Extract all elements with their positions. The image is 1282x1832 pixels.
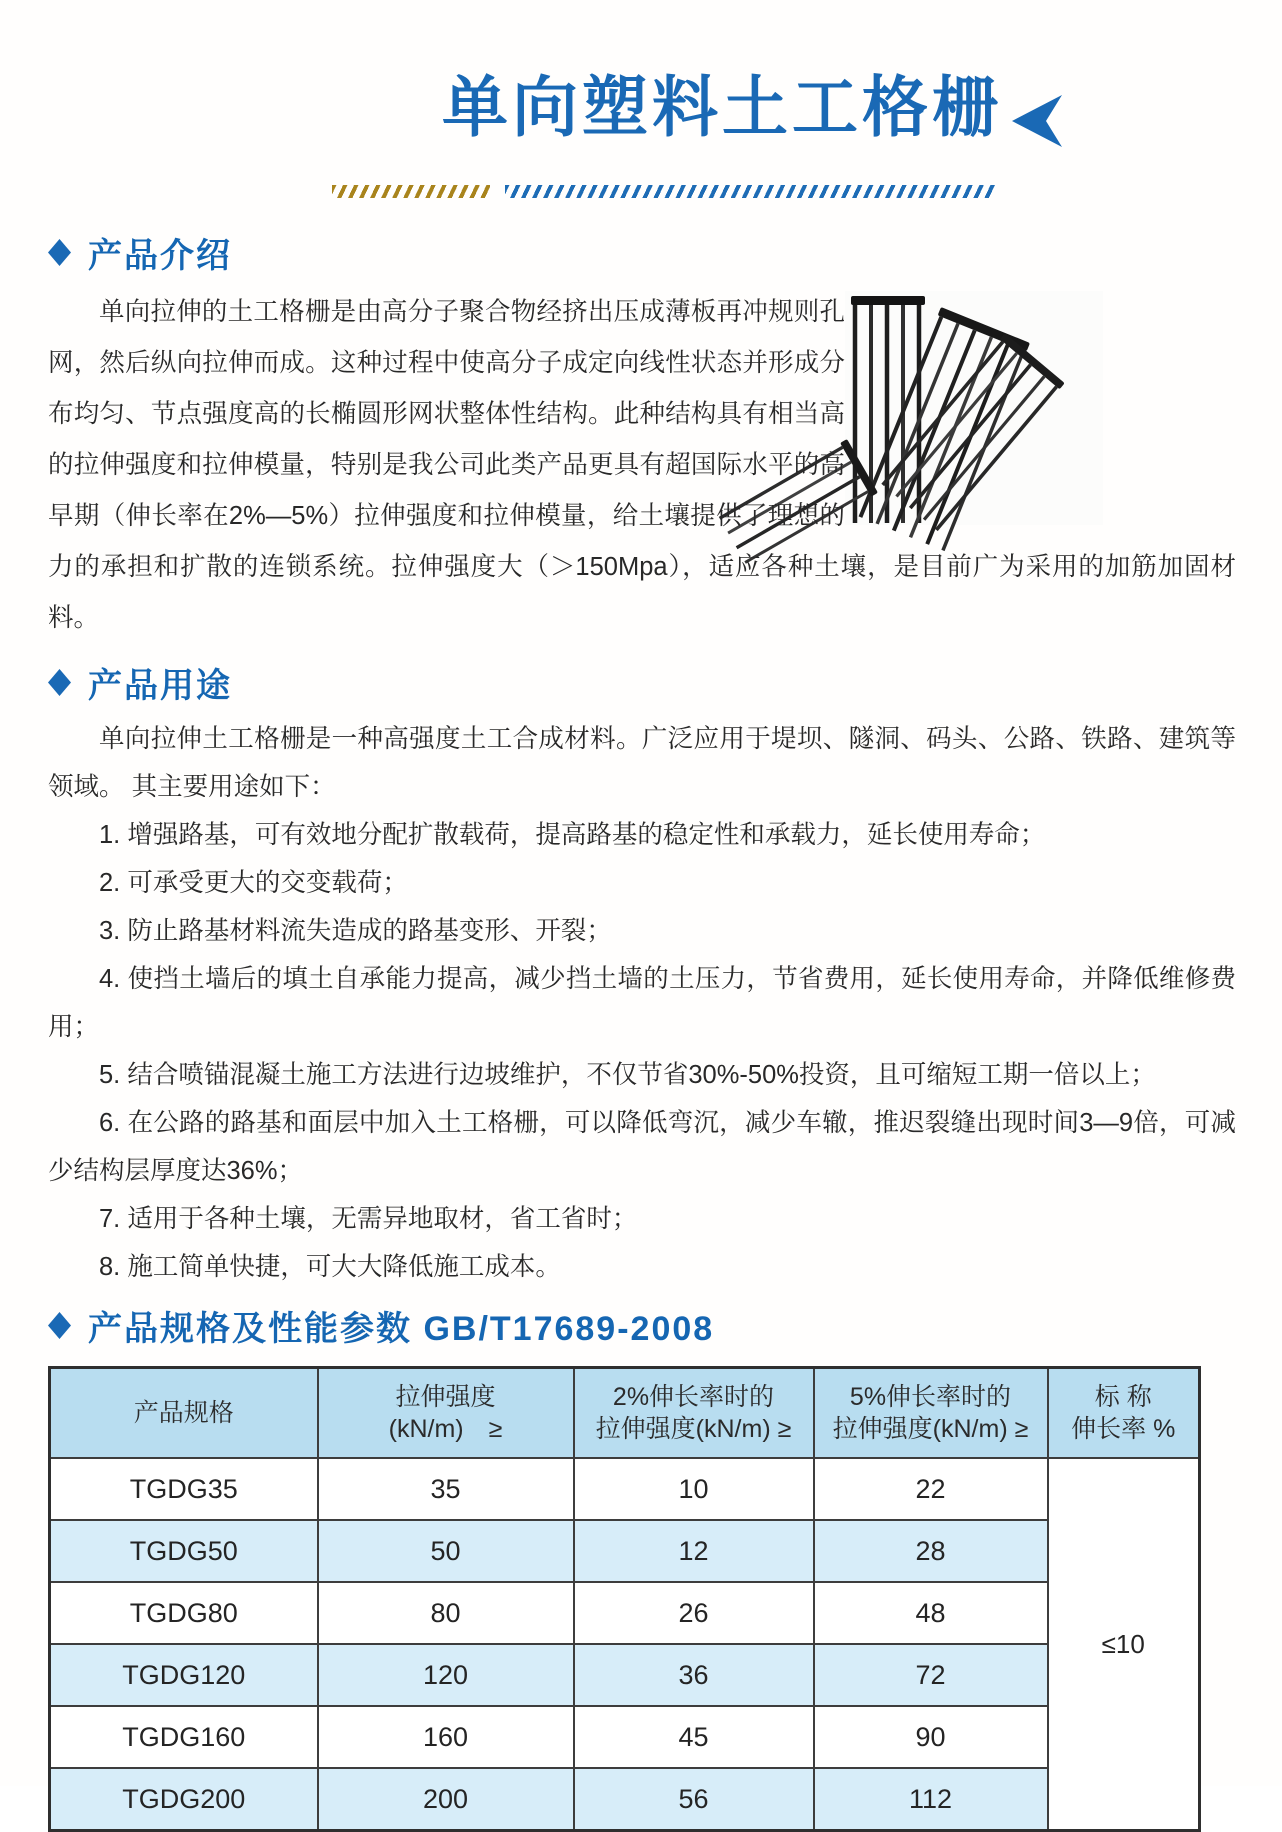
header-line: 拉伸强度(kN/m) ≥: [832, 1415, 1029, 1443]
diamond-bullet-icon: [48, 669, 71, 696]
spec-table: [48, 1366, 1201, 1832]
use-item-3: 3. 防止路基材料流失造成的路基变形、开裂；: [99, 917, 612, 945]
table-cell: 120: [318, 1644, 574, 1706]
back-arrow-icon: [1012, 92, 1062, 150]
page-title: 单向塑料土工格栅: [442, 72, 1002, 145]
section-product-uses: [48, 658, 1236, 1291]
table-cell: TGDG200: [50, 1768, 318, 1831]
table-cell: 10: [574, 1458, 814, 1520]
use-item-2: 2. 可承受更大的交变载荷；: [99, 869, 408, 897]
header-line: 拉伸强度(kN/m) ≥: [595, 1415, 792, 1443]
section-title: 产品用途: [88, 667, 232, 705]
table-cell: 112: [814, 1768, 1048, 1831]
table-cell: 50: [318, 1520, 574, 1582]
table-cell: 22: [814, 1458, 1048, 1520]
table-cell: 48: [814, 1582, 1048, 1644]
col-header-nominal-elongation: [1048, 1368, 1200, 1459]
blue-hatch-stripe: [505, 185, 995, 198]
table-cell: 12: [574, 1520, 814, 1582]
section-title: 产品介绍: [88, 237, 232, 275]
section-heading-intro: [48, 228, 1236, 277]
col-header-strength-at-5pct: [814, 1368, 1048, 1459]
use-item-5: 5. 结合喷锚混凝土施工方法进行边坡维护，不仅节省30%-50%投资，且可缩短工期一倍以上；: [99, 1061, 1156, 1089]
use-item-1: 1. 增强路基，可有效地分配扩散载荷，提高路基的稳定性和承载力，延长使用寿命；: [99, 821, 1046, 849]
use-item-6: 6. 在公路的路基和面层中加入土工格栅，可以降低弯沉，减少车辙，推迟裂缝出现时间3—9倍，可减少结构层厚度达36%；: [48, 1109, 1236, 1185]
masthead: [0, 0, 1282, 202]
uses-intro-paragraph: 单向拉伸土工格栅是一种高强度土工合成材料。广泛应用于堤坝、隧洞、码头、公路、铁路、建筑等领域。 其主要用途如下：: [48, 725, 1236, 801]
table-cell: 90: [814, 1706, 1048, 1768]
page-content: [0, 228, 1282, 1832]
table-cell: TGDG80: [50, 1582, 318, 1644]
table-cell: 26: [574, 1582, 814, 1644]
table-cell: 56: [574, 1768, 814, 1831]
table-row: [50, 1582, 1200, 1644]
diamond-bullet-icon: [48, 1312, 71, 1339]
geogrid-product-photo: [845, 291, 1236, 525]
header-line: 2%伸长率时的: [612, 1383, 775, 1411]
table-cell: 28: [814, 1520, 1048, 1582]
header-line: 拉伸强度: [395, 1383, 496, 1411]
table-row: [50, 1458, 1200, 1520]
col-header-product-spec: [50, 1368, 318, 1459]
nominal-elongation-cell: ≤10: [1048, 1458, 1200, 1831]
use-item-7: 7. 适用于各种土壤，无需异地取材，省工省时；: [99, 1205, 638, 1233]
table-cell: 160: [318, 1706, 574, 1768]
header-line: 产品规格: [133, 1399, 234, 1427]
diamond-bullet-icon: [48, 239, 71, 266]
header-line: 标 称: [1094, 1383, 1152, 1411]
table-cell: TGDG50: [50, 1520, 318, 1582]
table-row: [50, 1520, 1200, 1582]
table-cell: TGDG120: [50, 1644, 318, 1706]
decorative-stripes: [332, 185, 995, 198]
table-cell: 72: [814, 1644, 1048, 1706]
header-line: 5%伸长率时的: [849, 1383, 1012, 1411]
table-row: [50, 1706, 1200, 1768]
col-header-tensile-strength: [318, 1368, 574, 1459]
col-header-strength-at-2pct: [574, 1368, 814, 1459]
table-cell: 200: [318, 1768, 574, 1831]
spec-table-body: [50, 1458, 1200, 1831]
section-specifications: [48, 1301, 1236, 1832]
section-heading-uses: [48, 658, 1236, 707]
table-cell: TGDG160: [50, 1706, 318, 1768]
section-title: 产品规格及性能参数 GB/T17689-2008: [88, 1310, 715, 1348]
table-row: [50, 1644, 1200, 1706]
table-cell: 36: [574, 1644, 814, 1706]
table-cell: TGDG35: [50, 1458, 318, 1520]
gold-hatch-stripe: [332, 185, 490, 198]
section-heading-specs: [48, 1301, 1236, 1350]
spec-table-header: [50, 1368, 1200, 1459]
table-cell: 80: [318, 1582, 574, 1644]
header-line: (kN/m) ≥: [388, 1415, 503, 1443]
table-cell: 45: [574, 1706, 814, 1768]
table-row: [50, 1768, 1200, 1831]
intro-body: [48, 287, 1236, 644]
intro-paragraph: 单向拉伸的土工格栅是由高分子聚合物经挤出压成薄板再冲规则孔网，然后纵向拉伸而成。这种过程中使高分子成定向线性状态并形成分布均匀、节点强度高的长椭圆形网状整体性结构。此种结构具有相当高的拉伸强度和拉伸模量，特别是我公司此类产品更具有超国际水平的高早期（伸长率在2%—5%）拉伸强度和拉伸模量，给土壤提供了理想的力的承担和扩散的连锁系统。拉伸强度大（＞150Mpa），适应各种土壤，是目前广为采用的加筋加固材料。: [48, 298, 1236, 632]
use-item-4: 4. 使挡土墙后的填土自承能力提高，减少挡土墙的土压力，节省费用，延长使用寿命，并降低维修费用；: [48, 965, 1236, 1041]
use-item-8: 8. 施工简单快捷，可大大降低施工成本。: [99, 1253, 561, 1281]
header-line: 伸长率 %: [1071, 1415, 1176, 1443]
table-cell: 35: [318, 1458, 574, 1520]
section-product-intro: [48, 228, 1236, 644]
